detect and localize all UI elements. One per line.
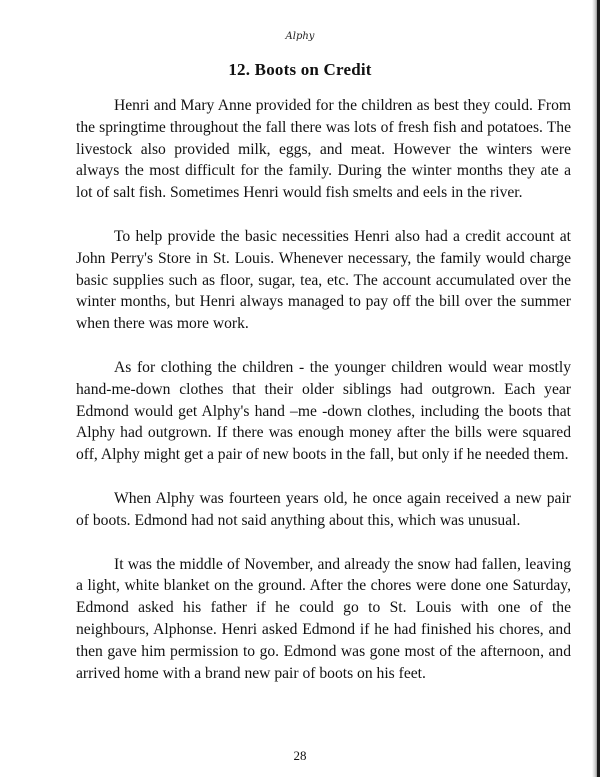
paragraph-5: It was the middle of November, and already the snow had fallen, leaving a light, white blanket on the ground. After the chores were done one Saturday, Edmond asked his father if he could go to St. Louis with one of the neighbours, Alphonse. Henri asked Edmond if he had finished his chores, and then gave him permission to go. Edmond was gone most of the afternoon, and arrived home with a brand new pair of boots on his feet. — [76, 555, 571, 682]
chapter-title: 12. Boots on Credit — [228, 60, 372, 79]
running-head: Alphy — [285, 31, 315, 42]
paragraph-4: When Alphy was fourteen years old, he once again received a new pair of boots. Edmond had not said anything about this, which was unusual. — [76, 489, 571, 529]
paragraph-2: To help provide the basic necessities Henri also had a credit account at John Perry's Store in St. Louis. Whenever necessary, the family would charge basic supplies such as floor, sugar, tea, etc. The account accumulated over the winter months, but Henri always managed to pay off the bill over the summer when there was more work. — [76, 227, 571, 333]
body-text — [76, 95, 571, 706]
paragraph-1: Henri and Mary Anne provided for the children as best they could. From the springtime throughout the fall there was lots of fresh fish and potatoes. The livestock also provided milk, eggs, and meat. However the winters were always the most difficult for the family. During the winter months they ate a lot of salt fish. Sometimes Henri would fish smelts and eels in the river. — [76, 97, 571, 202]
page-number: 28 — [293, 748, 307, 763]
paragraph-3: As for clothing the children - the younger children would wear mostly hand-me-down clothes that their older siblings had outgrown. Each year Edmond would get Alphy's hand –me -down clothes, including the boots that Alphy had outgrown. If there was enough money after the bills were squared off, Alphy might get a pair of new boots in the fall, but only if he needed them. — [76, 358, 571, 464]
